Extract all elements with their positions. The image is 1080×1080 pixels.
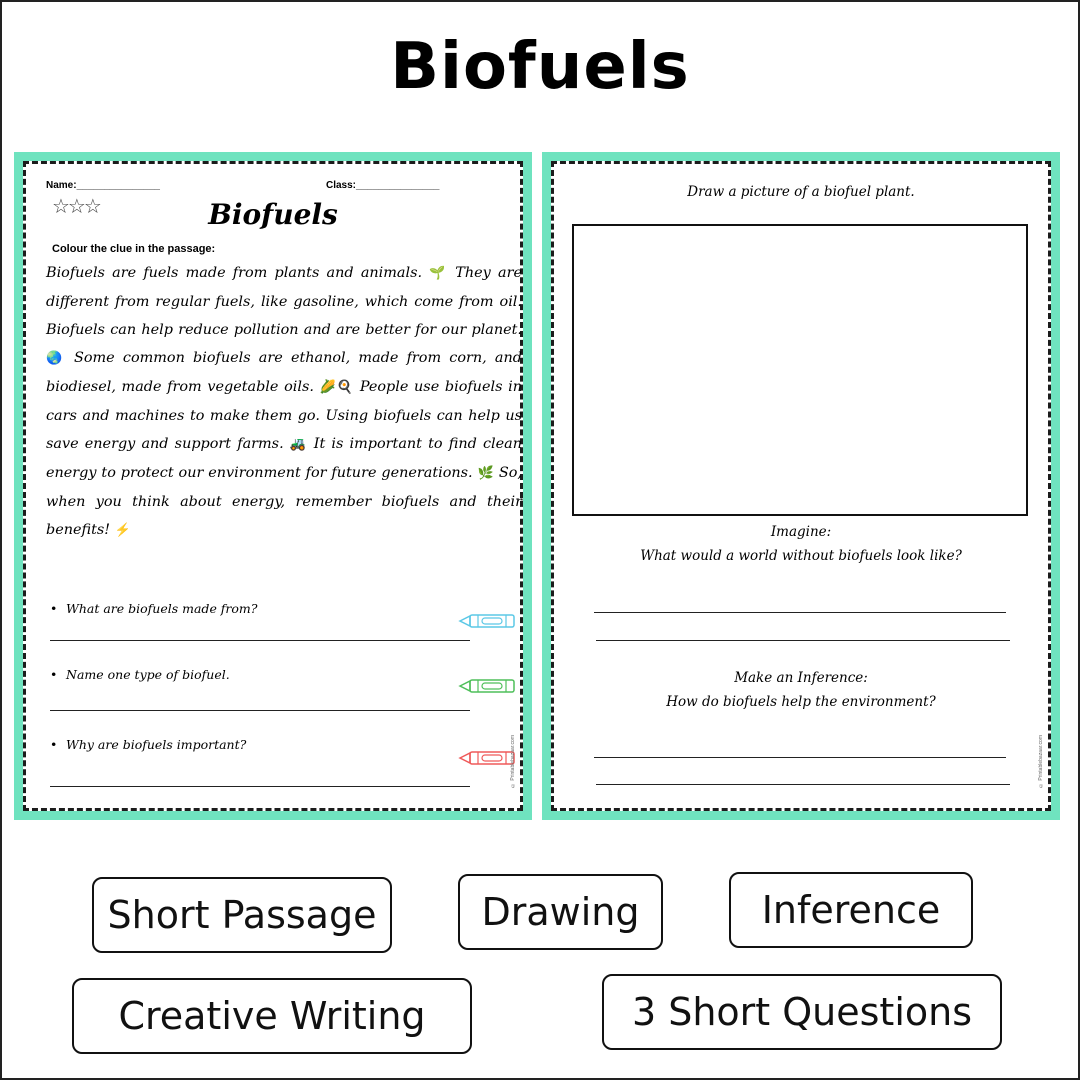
bullet: • [50, 667, 58, 682]
worksheet-title: Biofuels [208, 198, 338, 231]
question-3 [50, 737, 246, 752]
copyright-note: © Printablebazaar.com [510, 735, 516, 788]
writing-line [594, 757, 1006, 758]
inference-label: Make an Inference: [734, 670, 868, 686]
crayon-green-icon [458, 678, 518, 694]
crayon-red-icon [458, 750, 518, 766]
answer-line [50, 786, 470, 787]
copyright-note: © Printablebazaar.com [1038, 735, 1044, 788]
passage-text: People use biofuels in cars and machines to make them go. Using biofuels can help us save energy and support farms. [46, 379, 522, 452]
question-1 [50, 601, 258, 616]
rating-stars-icon: ☆☆☆ [52, 194, 100, 218]
worksheet-inner [551, 161, 1051, 811]
crayon-blue-icon [458, 613, 518, 629]
instruction-text: Colour the clue in the passage: [52, 243, 216, 255]
tractor-icon: 🚜 [289, 437, 308, 452]
herb-icon: 🌿 [477, 466, 495, 481]
worksheet-drawing-preview [542, 152, 1060, 820]
name-field-label: Name:_______________ [46, 180, 160, 191]
reading-passage [46, 259, 522, 545]
seedling-icon: 🌱 [429, 266, 449, 281]
lightning-icon: ⚡ [114, 523, 131, 538]
imagine-question: What would a world without biofuels look like? [640, 548, 962, 564]
writing-line [596, 784, 1010, 785]
imagine-label: Imagine: [770, 524, 832, 540]
passage-text: So, when you think about energy, remember biofuels and their benefits! [46, 465, 523, 538]
answer-line [50, 640, 470, 641]
globe-icon: 🌏 [46, 351, 66, 366]
writing-line [594, 612, 1006, 613]
tag-3-short-questions: 3 Short Questions [602, 974, 1002, 1050]
drawing-box [572, 224, 1028, 516]
question-2 [50, 667, 230, 682]
tag-creative-writing: Creative Writing [72, 978, 472, 1054]
page-title: Biofuels [390, 30, 690, 104]
tag-short-passage: Short Passage [92, 877, 392, 953]
bullet: • [50, 737, 58, 752]
worksheet-passage-preview [14, 152, 532, 820]
question-text: Name one type of biofuel. [66, 667, 230, 682]
class-field-label: Class:_______________ [326, 180, 440, 191]
tag-drawing: Drawing [458, 874, 663, 950]
passage-text: They are different from regular fuels, like gasoline, which come from oil. Biofuels can help reduce pollution and are better for our planet. [46, 265, 522, 338]
bullet: • [50, 601, 58, 616]
drawing-prompt: Draw a picture of a biofuel plant. [687, 184, 915, 200]
corn-icon: 🌽 [319, 380, 337, 395]
passage-text: Some common biofuels are ethanol, made from corn, and biodiesel, made from vegetable oils. [46, 350, 522, 395]
worksheet-inner [23, 161, 523, 811]
inference-question: How do biofuels help the environment? [666, 694, 936, 710]
writing-line [596, 640, 1010, 641]
answer-line [50, 710, 470, 711]
passage-text: Biofuels are fuels made from plants and animals. [46, 265, 430, 281]
frying-pan-icon: 🍳 [336, 380, 355, 395]
question-text: Why are biofuels important? [66, 737, 247, 752]
tag-inference: Inference [729, 872, 973, 948]
question-text: What are biofuels made from? [66, 601, 258, 616]
passage-text: It is important to find clean energy to protect our environment for future generations. [46, 436, 523, 481]
